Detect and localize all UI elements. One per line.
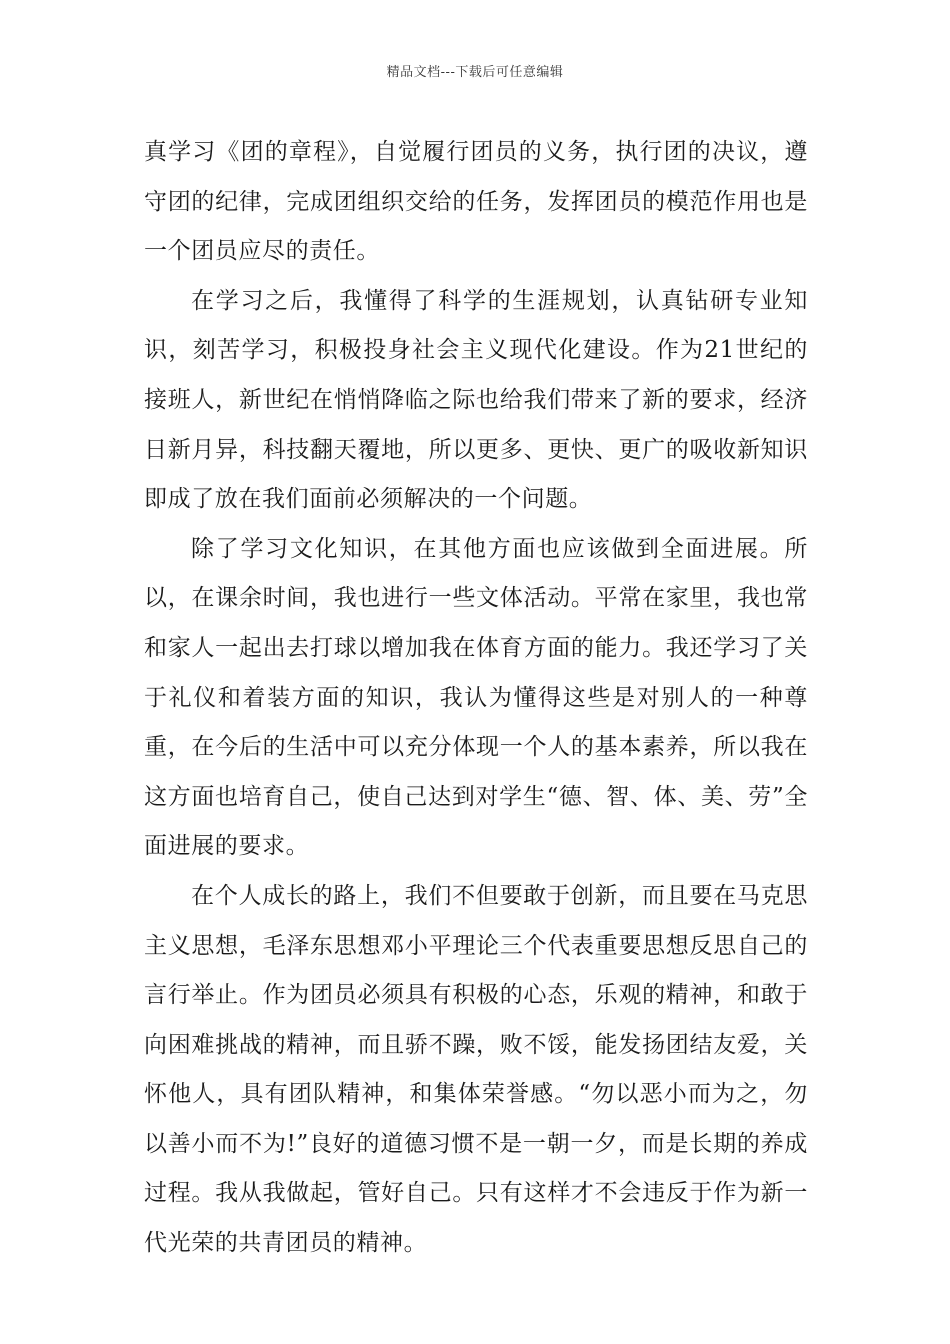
paragraph-4: 在个人成长的路上，我们不但要敢于创新，而且要在马克思主义思想，毛泽东思想邓小平理论三个代表重要思想反思自己的言行举止。作为团员必须具有积极的心态，乐观的精神，和敢于向困难挑战的精神，而且骄不躁，败不馁，能发扬团结友爱，关怀他人，具有团队精神，和集体荣誉感。“勿以恶小而为之，勿以善小而不为!”良好的道德习惯不是一朝一夕，而是长期的养成过程。我从我做起，管好自己。只有这样才不会违反于作为新一代光荣的共青团员的精神。: [144, 882, 808, 1257]
page-header: 精品文档---下载后可任意编辑: [386, 65, 564, 80]
paragraph-1: 真学习《团的章程》，自觉履行团员的义务，执行团的决议，遵守团的纪律，完成团组织交给的任务，发挥团员的模范作用也是一个团员应尽的责任。: [144, 139, 808, 265]
paragraph-2: 在学习之后，我懂得了科学的生涯规划，认真钻研专业知识，刻苦学习，积极投身社会主义现代化建设。作为21世纪的接班人，新世纪在悄悄降临之际也给我们带来了新的要求，经济日新月异，科技翻天覆地，所以更多、更快、更广的吸收新知识即成了放在我们面前必须解决的一个问题。: [144, 287, 808, 513]
paragraph-3: 除了学习文化知识，在其他方面也应该做到全面进展。所以，在课余时间，我也进行一些文体活动。平常在家里，我也常和家人一起出去打球以增加我在体育方面的能力。我还学习了关于礼仪和着装方面的知识，我认为懂得这些是对别人的一种尊重，在今后的生活中可以充分体现一个人的基本素养，所以我在这方面也培育自己，使自己达到对学生“德、智、体、美、劳”全面进展的要求。: [144, 535, 808, 860]
document-body: [144, 128, 808, 1269]
